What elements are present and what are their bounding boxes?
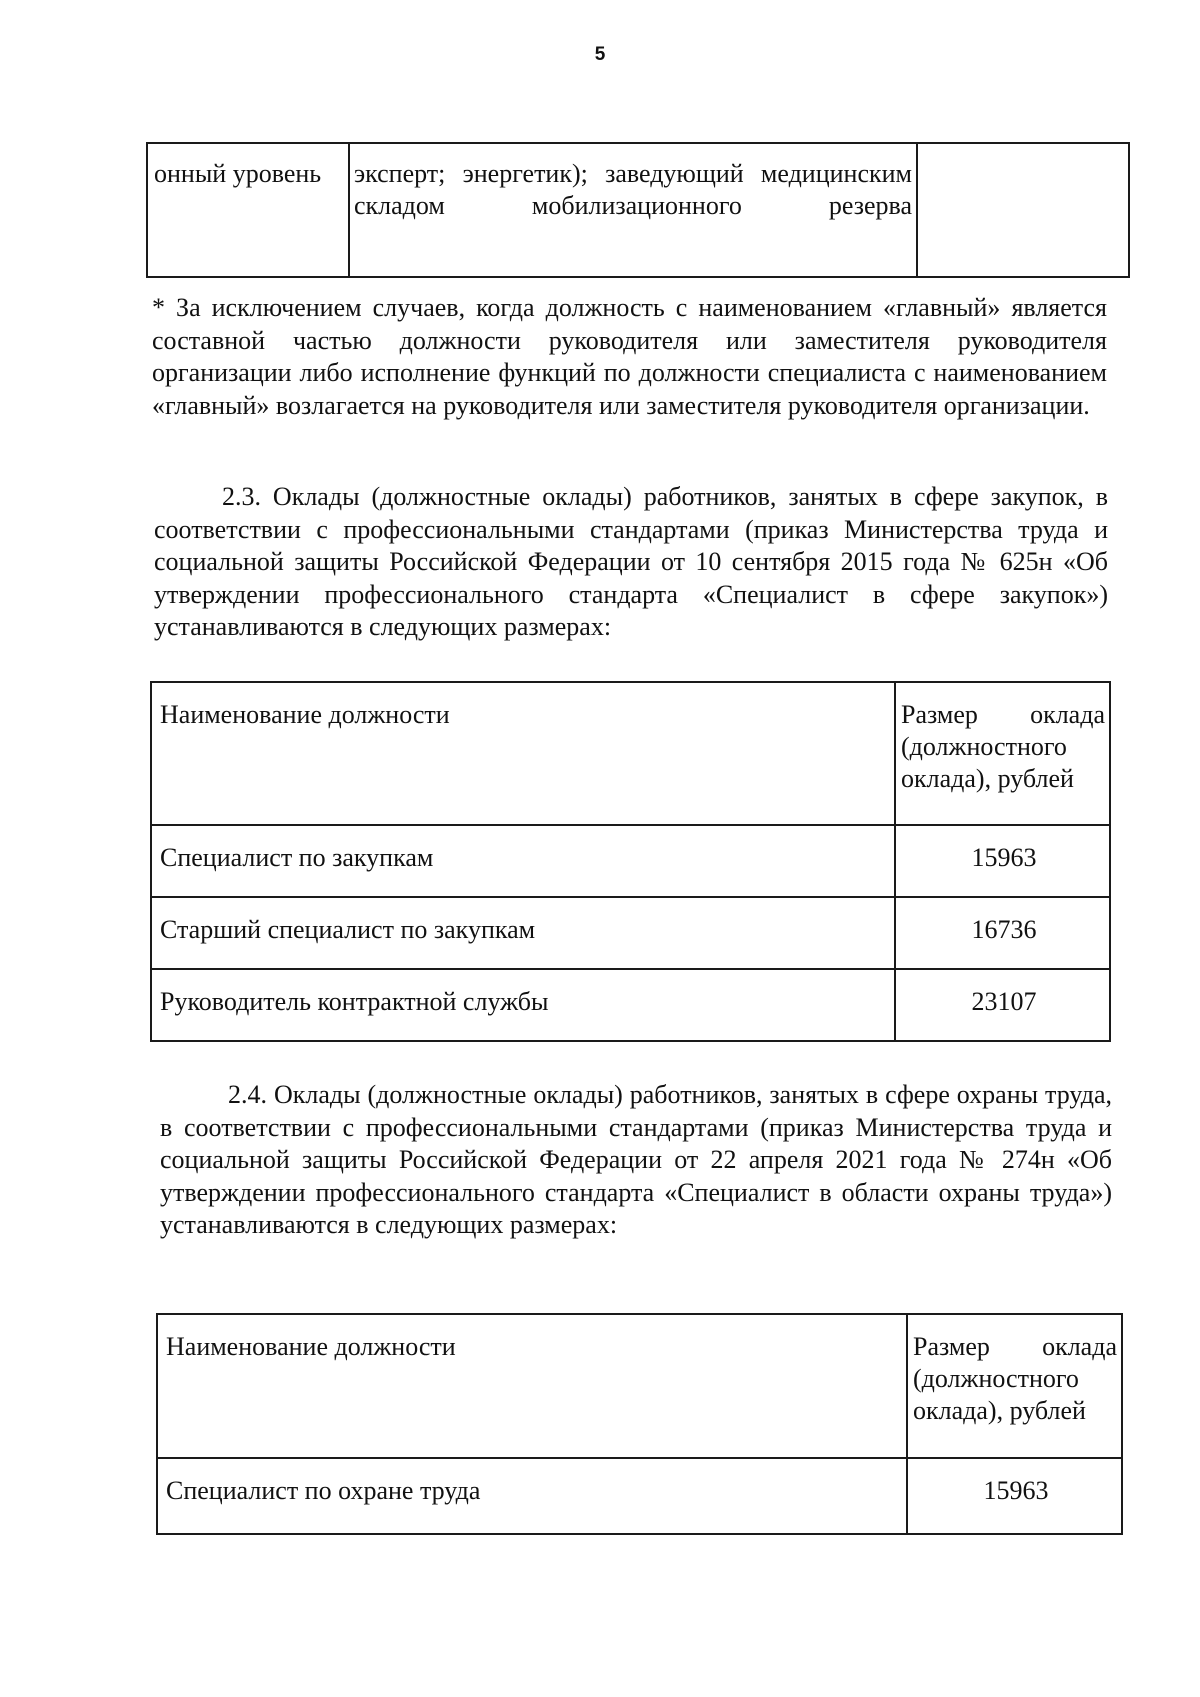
- positions-cell: эксперт; энергетик); заведующий медицинским складом мобилизационного резерва: [349, 143, 917, 277]
- qualification-level-cell: онный уровень: [147, 143, 349, 277]
- header-salary-word2: оклада: [1030, 700, 1105, 729]
- header-salary-word1: Размер: [901, 700, 978, 729]
- footnote: * За исключением случаев, когда должность с наименованием «главный» является составной частью должности руководителя или заместителя руководителя организации либо исполнение функций по должности специалиста с наименованием «главный» возлагается на руководителя или заместителя руководителя организации.: [152, 293, 1107, 420]
- table-row: [151, 825, 1110, 897]
- position-name: Специалист по охране труда: [157, 1458, 907, 1534]
- position-name: Специалист по закупкам: [151, 825, 895, 897]
- salary-value: 23107: [895, 969, 1110, 1041]
- empty-cell: [917, 143, 1129, 277]
- salary-value: 16736: [895, 897, 1110, 969]
- table-row: [151, 897, 1110, 969]
- table-row: [151, 969, 1110, 1041]
- header-salary-rest: (должностного оклада), рублей: [901, 732, 1074, 793]
- header-salary-size: [907, 1314, 1122, 1458]
- labor-safety-salary-table: [156, 1313, 1123, 1535]
- table-header-row: [151, 682, 1110, 825]
- table-row: [157, 1458, 1122, 1534]
- header-salary-size: [895, 682, 1110, 825]
- table-row: [147, 143, 1129, 277]
- header-salary-word2: оклада: [1042, 1332, 1117, 1361]
- procurement-salary-table: [150, 681, 1111, 1042]
- page-number: 5: [594, 44, 606, 65]
- salary-value: 15963: [907, 1458, 1122, 1534]
- table-header-row: [157, 1314, 1122, 1458]
- header-position-name: Наименование должности: [151, 682, 895, 825]
- position-name: Руководитель контрактной службы: [151, 969, 895, 1041]
- section-2-3-paragraph: 2.3. Оклады (должностные оклады) работников, занятых в сфере закупок, в соответствии с профессиональными стандартами (приказ Министерства труда и социальной защиты Российской Федерации от 10 сентября 2015 года № 625н «Об утверждении профессионального стандарта «Специалист в сфере закупок») устанавливаются в следующих размерах:: [154, 482, 1108, 641]
- salary-value: 15963: [895, 825, 1110, 897]
- section-2-4-paragraph: 2.4. Оклады (должностные оклады) работников, занятых в сфере охраны труда, в соответствии с профессиональными стандартами (приказ Министерства труда и социальной защиты Российской Федерации от 22 апреля 2021 года № 274н «Об утверждении профессионального стандарта «Специалист в области охраны труда») устанавливаются в следующих размерах:: [160, 1080, 1112, 1239]
- header-position-name: Наименование должности: [157, 1314, 907, 1458]
- position-name: Старший специалист по закупкам: [151, 897, 895, 969]
- header-salary-word1: Размер: [913, 1332, 990, 1361]
- header-salary-rest: (должностного оклада), рублей: [913, 1364, 1086, 1425]
- continuation-table: [146, 142, 1130, 278]
